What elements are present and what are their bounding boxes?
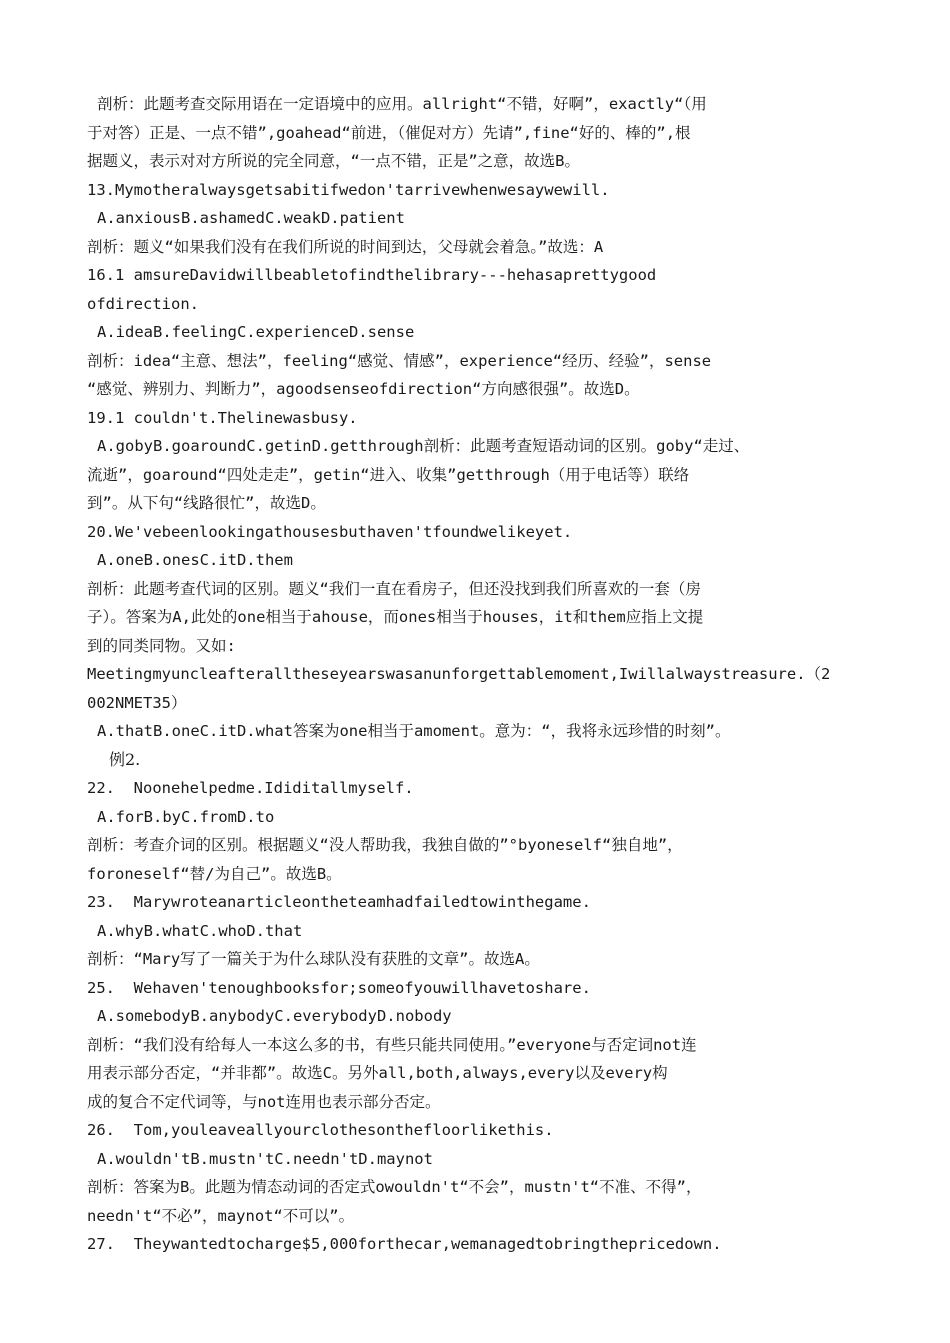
question-26: 26. Tom,youleaveallyourclothesonthefloorlikethis. bbox=[87, 1121, 554, 1139]
question-16: 16.1 amsureDavidwillbeabletofindthelibrary---hehasaprettygood bbox=[87, 266, 657, 284]
text-line: 到”。从下句“线路很忙”，故选D。 bbox=[87, 494, 326, 512]
example-sentence: Meetingmyuncleafteralltheseyearswasanunforgettablemoment,Iwillalwaystreasure.（2 bbox=[87, 665, 831, 683]
question-26-options: A.wouldn'tB.mustn'tC.needn'tD.maynot bbox=[97, 1149, 433, 1168]
text-line: ofdirection. bbox=[87, 294, 199, 313]
question-19-options: A.gobyB.goaroundC.getinD.getthrough剖析：此题考查短语动词的区别。goby“走过、 bbox=[97, 437, 750, 455]
question-25-analysis: 剖析：“我们没有给每人一本这么多的书，有些只能共同使用。”everyone与否定词not连 bbox=[87, 1035, 697, 1054]
text-line: 用表示部分否定，“并非都”。故选C。另外all,both,always,every以及every构 bbox=[87, 1064, 668, 1082]
question-23: 23. Marywroteanarticleontheteamhadfailedtowinthegame. bbox=[87, 893, 591, 911]
text-line: 到的同类同物。又如: bbox=[87, 636, 236, 655]
question-22-analysis: 剖析：考查介词的区别。根据题义“没人帮助我，我独自做的”°byoneself“独自地”， bbox=[87, 836, 683, 854]
text-line: 于对答）正是、一点不错”,goahead“前进，（催促对方）先请”,fine“好的、棒的”,根 bbox=[87, 123, 691, 142]
question-22: 22. Noonehelpedme.Ididitallmyself. bbox=[87, 779, 414, 797]
question-27: 27. Theywantedtocharge$5,000forthecar,wemanagedtobringthepricedown. bbox=[87, 1235, 722, 1253]
text-line: needn't“不必”，maynot“不可以”。 bbox=[87, 1206, 355, 1225]
text-line: “感觉、辨别力、判断力”，agoodsenseofdirection“方向感很强”。故选D。 bbox=[87, 380, 640, 398]
question-22-options: A.forB.byC.fromD.to bbox=[97, 807, 275, 826]
question-26-analysis: 剖析：答案为B。此题为情态动词的否定式owouldn't“不会”，mustn't“不准、不得”， bbox=[87, 1178, 702, 1196]
text-line: 子）。答案为A,此处的one相当于ahouse，而ones相当于houses，it和them应指上文提 bbox=[87, 608, 704, 626]
question-25: 25. Wehaven'tenoughbooksfor;someofyouwillhavetoshare. bbox=[87, 978, 591, 997]
question-13: 13.Mymotheralwaysgetsabitifwedon'tarrivewhenwesaywewill. bbox=[87, 180, 610, 199]
text-line: 据题义，表示对对方所说的完全同意，“一点不错，正是”之意，故选B。 bbox=[87, 152, 580, 170]
text-line: 剖析：此题考查交际用语在一定语境中的应用。allright“不错，好啊”，exactly“（用 bbox=[97, 95, 707, 113]
text-line: 002NMET35） bbox=[87, 693, 187, 712]
question-25-options: A.somebodyB.anybodyC.everybodyD.nobody bbox=[97, 1007, 452, 1025]
question-16-analysis: 剖析：idea“主意、想法”，feeling“感觉、情感”，experience“经历、经验”，sense bbox=[87, 351, 712, 370]
example-heading: 例2. bbox=[109, 749, 141, 769]
text-line: foroneself“替/为自己”。故选B。 bbox=[87, 864, 342, 883]
question-20-analysis: 剖析：此题考查代词的区别。题义“我们一直在看房子，但还没找到我们所喜欢的一套（房 bbox=[87, 579, 701, 598]
question-20: 20.We'vebeenlookingathousesbuthaven'tfoundwelikeyet. bbox=[87, 522, 573, 541]
question-13-options: A.anxiousB.ashamedC.weakD.patient bbox=[97, 209, 405, 227]
question-13-analysis: 剖析：题义“如果我们没有在我们所说的时间到达，父母就会着急。”故选：A bbox=[87, 237, 604, 256]
text-line: 成的复合不定代词等，与not连用也表示部分否定。 bbox=[87, 1092, 441, 1111]
question-19: 19.1 couldn't.Thelinewasbusy. bbox=[87, 408, 358, 427]
question-20-options: A.oneB.onesC.itD.them bbox=[97, 551, 293, 569]
example-options: A.thatB.oneC.itD.what答案为one相当于amoment。意为：“，我将永远珍惜的时刻”。 bbox=[97, 722, 731, 740]
question-23-analysis: 剖析：“Mary写了一篇关于为什么球队没有获胜的文章”。故选A。 bbox=[87, 950, 540, 968]
document-body bbox=[87, 90, 877, 1259]
question-16-options: A.ideaB.feelingC.experienceD.sense bbox=[97, 323, 415, 341]
text-line: 流逝”，goaround“四处走走”，getin“进入、收集”getthrough（用于电话等）联络 bbox=[87, 465, 690, 484]
question-23-options: A.whyB.whatC.whoD.that bbox=[97, 921, 303, 940]
